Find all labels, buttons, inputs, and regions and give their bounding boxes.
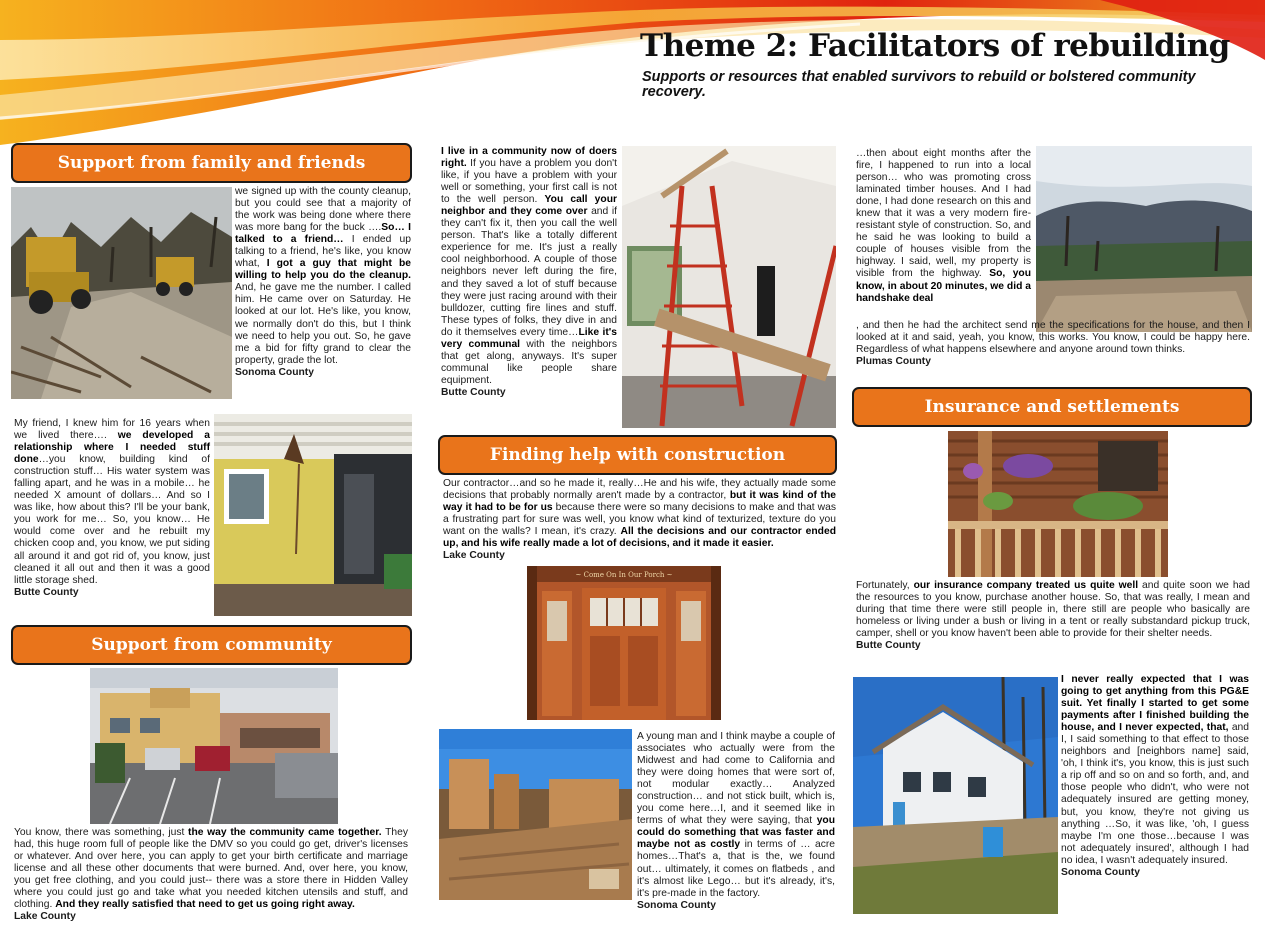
county-label: Sonoma County [637, 899, 716, 911]
quote-text: You know, there was something, just [14, 827, 189, 838]
quote-text: They had, this huge room full of people like the DMV so you could go get, driver's licenses or whatever. And over here, you can apply to get your birth certificate and marriage license and all these other documents that were burned. And, over here, you know, you get free clothing, and you could just-- there was a store there in Hidden Valley where you could just go and take what you needed kitchen utensils and stuff, and clothing. [14, 827, 408, 911]
quote-text: …you know, building kind of construction stuff… His water system was falling apart, and he was in a mobile… he needed X amount of dollars… And so I was like, how about this? I'll be your bank, you work for me… So, you know… He would come over and he rebuilt my chicken coop and, you know, we put siding all around it and got rid of, you know, just cleaned it all out and then it was a good little storage shed. [14, 454, 210, 586]
front-door-photo [527, 566, 721, 720]
heading-construction-text: Finding help with construction [489, 445, 786, 465]
quote-emphasis: I never really expected that I was going to get anything from this PG&E suit. Yet finally I started to get some payments after I finished building the house, and I never expected, that, [1061, 674, 1249, 734]
quote-family-1 [235, 186, 411, 379]
quote-emphasis: I got a guy that might be willing to help you do the cleanup. [235, 258, 411, 282]
quote-insurance-2 [1061, 674, 1249, 879]
quote-plumas-bottom [856, 320, 1250, 368]
quote-emphasis: our insurance company treated us quite well [913, 580, 1139, 591]
log-porch-photo [948, 431, 1168, 577]
quote-emphasis: You call your neighbor and they come over [441, 194, 617, 218]
quote-text: in terms of … acre homes…That's a, that is the, we found out… ultimately, it comes on flatbeds , and it's almost like Lego… but it's already, it's, it's pre-made in the factory. [637, 839, 835, 899]
quote-text: …then about eight months after the fire, I happened to run into a local person… who was promoting cross laminated timber houses. And I had done, I had done research on this and knew that it was a very modern fire-resistant style of construction. So, and he said he was looking to build a couple of houses visible from the highway. I said, well, my property is visible from the highway. [856, 148, 1031, 280]
quote-text: and quite soon we had the resources to you know, purchase another house. So, that was really, I mean and during that time there were still people in, there still are people who basically are homeless or living under a bush or living in a tent or really substandard pickup truck, camper, shell or you know haven't been able to provide for their shelter needs. [856, 580, 1251, 640]
quote-emphasis: So, you know, in about 20 minutes, we did a handshake deal [856, 268, 1031, 304]
county-label: Plumas County [856, 356, 931, 368]
quote-emphasis: So… I talked to a friend… [235, 222, 411, 246]
page-subtitle: Supports or resources that enabled survivors to rebuild or bolstered community recovery. [642, 69, 1196, 100]
heading-community-text: Support from community [91, 635, 332, 655]
quote-family-2 [14, 418, 210, 599]
quote-construction-1 [443, 478, 836, 562]
quote-plumas-top [856, 148, 1031, 305]
heading-community [11, 625, 412, 665]
quote-doers [441, 146, 617, 399]
quote-emphasis: but it was kind of the way it had to be for us [443, 490, 836, 514]
quote-emphasis: you could do something that was faster and maybe not as costly [637, 815, 835, 851]
heading-insurance-text: Insurance and settlements [924, 397, 1180, 417]
heading-family-friends-text: Support from family and friends [57, 153, 366, 173]
heading-construction [438, 435, 837, 475]
page-title: Theme 2: Facilitators of rebuilding [640, 28, 1230, 64]
quote-text: A young man and I think maybe a couple of associates who actually were from the Midwest and had come to California and they were doing homes that were sort of, not modular exactly… Analyzed construction… and not stick built, which is, you come here…I, and it seemed like in terms of what they were saying, that [637, 731, 835, 827]
quote-insurance-1 [856, 580, 1250, 652]
porch-sign: ~ Come On In Our Porch ~ [575, 571, 673, 579]
quote-text: and if they can't fix it, then you call the well person. That's like a totally different experience for me. It's just a really cool neighborhood. A couple of those neighbors never left during the fire, and they saved a lot of stuff because they were just racing around with their bulldozer, cutting fire lines and stuff. These types of folks, they dive in and do it themselves every time… [441, 206, 617, 338]
quote-text: My friend, I knew him for 16 years when we lived there…. [14, 418, 210, 442]
quote-text: Our contractor…and so he made it, really…He and his wife, they actually made some decisions that probably normally aren't made by a contractor, [443, 478, 836, 502]
quote-text: , and then he had the architect send me the specifications for the house, and then I looked at it and said, yeah, you know, this works. You know, I could be happy here. Regardless of what happens elsewhere and anyone around town thinks. [856, 320, 1250, 356]
heading-insurance [852, 387, 1252, 427]
quote-text: and I, I said something to that effect to those neighbors and [neighbors name] said, 'oh, I think it's, you know, this is just such a rip off and so on and so forth, and, and those people who didn't, who were not adequately insured are getting money, but, you know, they're not giving us anything …So, it was like, 'oh, I guess maybe I'm one those…because I was not adequately insured', although I had no idea, I wasn't adequately insured. [1061, 722, 1250, 866]
quote-text: And, he gave me the number. I called him. He came over on Saturday. He looked at our lot. He's like, you know, we normally don't do this, but I think we need to help you out. So, he gave me a bid for fifty grand to clear the property, grade the lot. [235, 282, 411, 366]
community-building-photo [90, 668, 338, 824]
quote-emphasis: we developed a relationship where I needed stuff done [14, 430, 210, 466]
quote-text: If you have a problem you don't like, if you have a problem with your well or something, your first call is not to the well person. [441, 158, 617, 206]
county-label: Butte County [14, 586, 79, 598]
county-label: Butte County [441, 386, 506, 398]
ladder-room-photo [622, 146, 836, 428]
county-label: Sonoma County [235, 366, 314, 378]
county-label: Sonoma County [1061, 866, 1140, 878]
yellow-house-photo [214, 414, 412, 616]
quote-community-1 [14, 827, 408, 923]
county-label: Lake County [443, 550, 505, 562]
quote-emphasis: All the decisions and our contractor ended up, and his wife really made a lot of decisions, and it made it easier. [443, 526, 836, 550]
county-label: Butte County [856, 640, 921, 652]
framing-photo [439, 729, 632, 900]
quote-text: I ended up talking to a friend, he's like, you know what, [235, 234, 411, 270]
house-construction-photo [853, 677, 1058, 914]
quote-text: Fortunately, [856, 580, 914, 591]
quote-text: because there were so many decisions to make and that was a frustrating part for sure was well, you know what kind of texturized, texture do you want on the walls? I mean, it's crazy. [443, 502, 836, 538]
quote-emphasis: the way the community came together. [188, 827, 382, 838]
quote-construction-2 [637, 731, 835, 912]
quote-emphasis: And they really satisfied that need to get us going right away. [55, 899, 355, 911]
quote-text: we signed up with the county cleanup, but you could see that a majority of the work was being done where there was more bang for the buck …. [235, 186, 411, 234]
quote-text: with the neighbors that get along, anyways. It's super communal like people share equipment. [441, 338, 617, 386]
cleanup-photo [11, 187, 232, 399]
hillside-lot-photo [1036, 146, 1252, 332]
county-label: Lake County [14, 911, 76, 923]
quote-emphasis: I live in a community now of doers right. [441, 146, 617, 170]
quote-emphasis: Like it's very communal [441, 326, 617, 350]
heading-family-friends [11, 143, 412, 183]
